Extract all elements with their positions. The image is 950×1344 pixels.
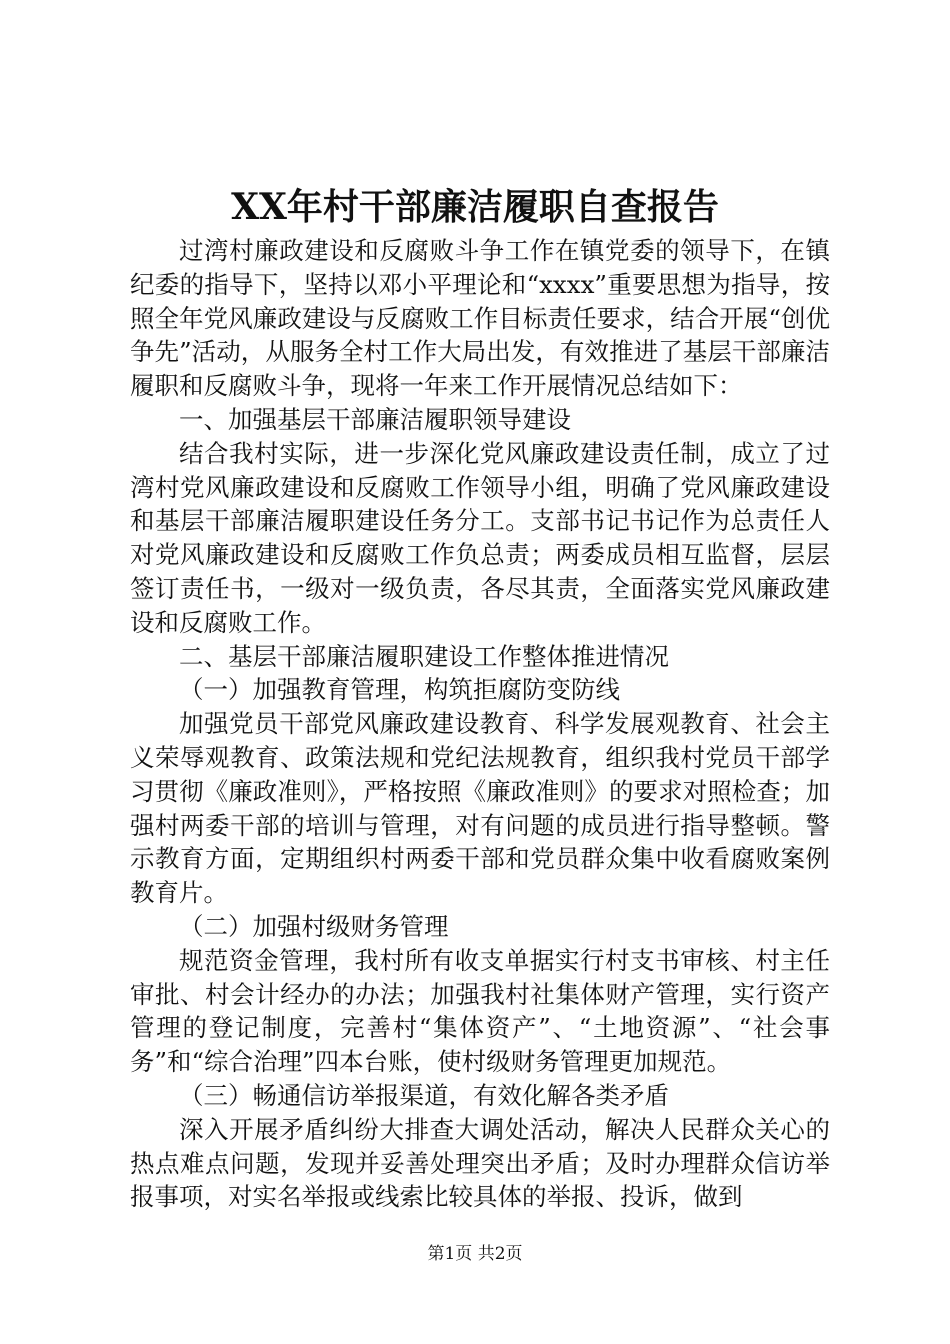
document-body xyxy=(130,234,830,1214)
paragraph-subsection-1: 加强党员干部党风廉政建设教育、科学发展观教育、社会主义荣辱观教育、政策法规和党纪法规教育，组织我村党员干部学习贯彻《廉政准则》，严格按照《廉政准则》的要求对照检查；加强村两委干部的培训与管理，对有问题的成员进行指导整顿。警示教育方面，定期组织村两委干部和党员群众集中收看腐败案例教育片。 xyxy=(130,709,830,908)
section-heading-1: 一、加强基层干部廉洁履职领导建设 xyxy=(179,404,571,434)
paragraph-subsection-3: 深入开展矛盾纠纷大排查大调处活动，解决人民群众关心的热点难点问题，发现并妥善处理突出矛盾；及时办理群众信访举报事项，对实名举报或线索比较具体的举报、投诉，做到 xyxy=(130,1114,830,1212)
paragraph-subsection-2: 规范资金管理，我村所有收支单据实行村支书审核、村主任审批、村会计经办的办法；加强我村社集体财产管理，实行资产管理的登记制度，完善村“集体资产”、“土地资源”、“社会事务”和“综合治理”四本台账，使村级财务管理更加规范。 xyxy=(130,945,830,1077)
paragraph-intro: 过湾村廉政建设和反腐败斗争工作在镇党委的领导下，在镇纪委的指导下，坚持以邓小平理论和“xxxx”重要思想为指导，按照全年党风廉政建设与反腐败工作目标责任要求，结合开展“创优争先”活动，从服务全村工作大局出发，有效推进了基层干部廉洁履职和反腐败斗争，现将一年来工作开展情况总结如下： xyxy=(130,236,830,401)
page-footer: 第1页 共2页 xyxy=(427,1244,523,1264)
section-heading-2: 二、基层干部廉洁履职建设工作整体推进情况 xyxy=(179,641,669,671)
paragraph-section-1: 结合我村实际，进一步深化党风廉政建设责任制，成立了过湾村党风廉政建设和反腐败工作领导小组，明确了党风廉政建设和基层干部廉洁履职建设任务分工。支部书记书记作为总责任人对党风廉政建设和反腐败工作负总责；两委成员相互监督，层层签订责任书，一级对一级负责，各尽其责，全面落实党风廉政建设和反腐败工作。 xyxy=(130,438,830,637)
subsection-heading-3: （三）畅通信访举报渠道，有效化解各类矛盾 xyxy=(179,1080,669,1110)
subsection-heading-2: （二）加强村级财务管理 xyxy=(179,911,449,941)
subsection-heading-1: （一）加强教育管理，构筑拒腐防变防线 xyxy=(179,675,620,705)
document-title: XX年村干部廉洁履职自查报告 xyxy=(231,186,719,228)
